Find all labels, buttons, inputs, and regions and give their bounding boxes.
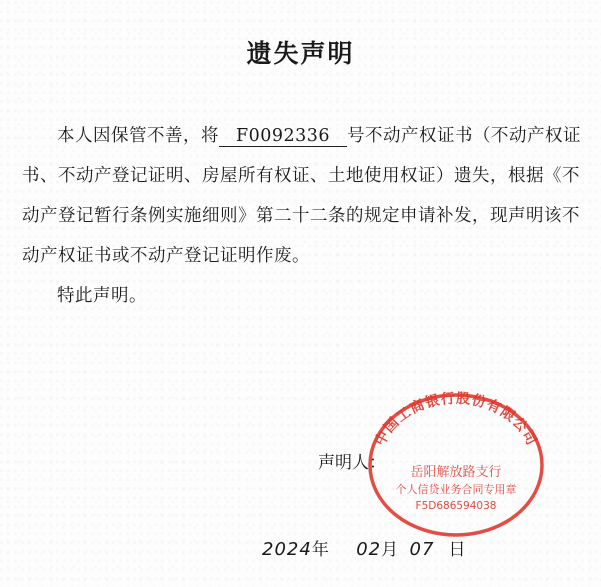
date-month-suffix: 月 — [381, 540, 399, 560]
paragraph-text-after: 号不动产权证书（不动产权证书、不动产登记证明、房屋所有权证、土地使用权证）遗失，根据《不动产登记暂行条例实施细则》第二十二条的规定申请补发，现声明该不动产权证书或不动产登记证明作废。 — [22, 126, 581, 266]
seal-code-text: F5D686594038 — [415, 500, 497, 512]
bank-seal — [366, 390, 546, 540]
date-day: 07 — [409, 539, 435, 560]
seal-purpose-text: 个人信贷业务合同专用章 — [395, 483, 517, 496]
date-day-suffix: 日 — [448, 540, 466, 560]
date-month: 02 — [356, 539, 382, 560]
date-year: 2024 — [262, 539, 312, 560]
certificate-number: F0092336 — [219, 126, 347, 147]
closing-statement: 特此声明。 — [57, 286, 147, 306]
seal-branch-text: 岳阳解放路支行 — [410, 465, 502, 480]
document-title: 遗失声明 — [246, 39, 355, 68]
declaration-body — [22, 116, 582, 316]
date-year-suffix: 年 — [311, 540, 329, 560]
seal-ring-text: 中国工商银行股份有限公司 — [372, 390, 540, 449]
declarant-label: 声明人： — [318, 453, 386, 473]
declaration-paragraph — [22, 116, 582, 276]
paragraph-text-before: 本人因保管不善，将 — [57, 126, 219, 146]
